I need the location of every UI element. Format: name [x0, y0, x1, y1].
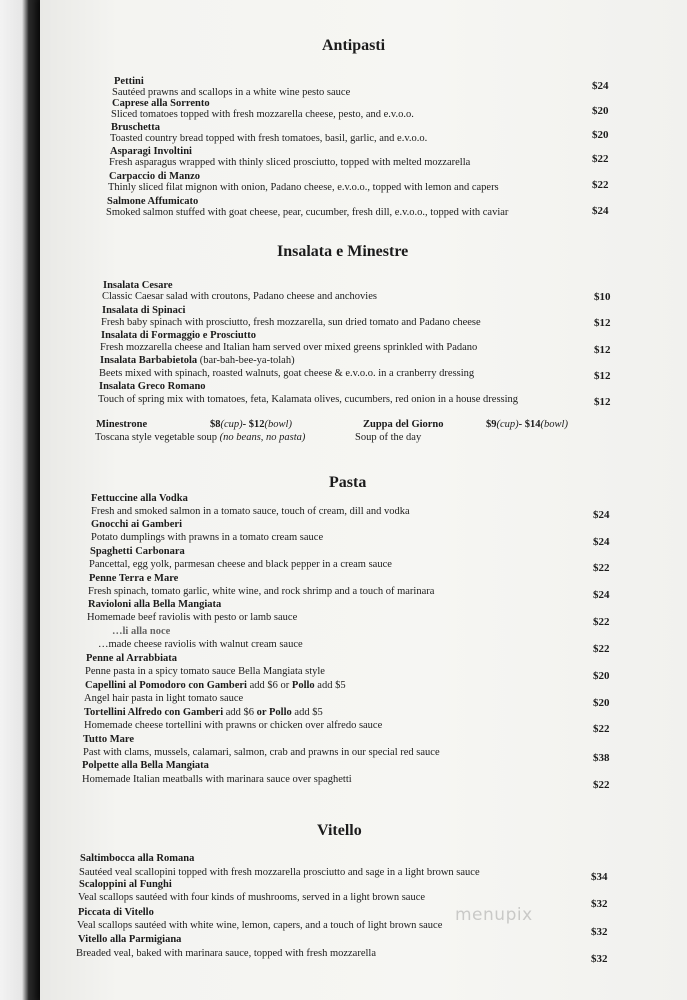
- cup-label: (cup): [496, 419, 519, 430]
- soup-desc-text: Toscana style vegetable soup: [95, 432, 220, 443]
- item-description: Homemade beef raviolis with pesto or lamb sauce: [87, 612, 298, 623]
- item-price: $22: [593, 643, 610, 655]
- item-price: $24: [592, 80, 609, 92]
- soup-description-minestrone: [95, 432, 305, 443]
- price-sep: -: [518, 419, 525, 430]
- price-cup: $8: [210, 419, 221, 430]
- item-description: Smoked salmon stuffed with goat cheese, pear, cucumber, fresh dill, e.v.o.o., topped with caviar: [106, 207, 509, 218]
- item-price: $12: [594, 317, 611, 329]
- item-name: Asparagi Involtini: [110, 146, 192, 157]
- item-name: Ravioloni alla Bella Mangiata: [88, 599, 222, 610]
- addon-text: add $6: [223, 707, 257, 718]
- item-price: $20: [593, 697, 610, 709]
- item-name: Caprese alla Sorrento: [112, 98, 210, 109]
- item-name-text: Capellini al Pomodoro con Gamberi: [85, 680, 247, 691]
- item-name: Penne al Arrabbiata: [86, 653, 177, 664]
- item-description: Homemade cheese tortellini with prawns or chicken over alfredo sauce: [84, 720, 383, 731]
- item-price: $12: [594, 370, 611, 382]
- item-name: [84, 707, 323, 718]
- item-description: Fresh asparagus wrapped with thinly sliced prosciutto, topped with melted mozzarella: [109, 157, 471, 168]
- bowl-label: (bowl): [264, 419, 292, 430]
- item-name: Fettuccine alla Vodka: [91, 493, 188, 504]
- pronunciation-note: (bar-bah-bee-ya-tolah): [199, 355, 295, 366]
- item-price: $22: [592, 179, 609, 191]
- item-price: $24: [592, 205, 609, 217]
- item-price: $38: [593, 752, 610, 764]
- item-name: Polpette alla Bella Mangiata: [82, 760, 209, 771]
- item-name: Insalata Cesare: [103, 280, 173, 291]
- item-description: Fresh spinach, tomato garlic, white wine, and rock shrimp and a touch of marinara: [88, 586, 435, 597]
- item-description: …made cheese raviolis with walnut cream sauce: [98, 639, 303, 650]
- item-name: Bruschetta: [111, 122, 160, 133]
- item-name: Piccata di Vitello: [78, 907, 154, 918]
- soup-price-zuppa: [486, 419, 568, 430]
- item-name-text: Tortellini Alfredo con Gamberi: [84, 707, 224, 718]
- item-description: Fresh baby spinach with prosciutto, fresh mozzarella, sun dried tomato and Padano cheese: [101, 317, 481, 328]
- item-name: [100, 355, 295, 366]
- item-price: $22: [593, 779, 610, 791]
- item-price: $24: [593, 509, 610, 521]
- item-name: Vitello alla Parmigiana: [78, 934, 182, 945]
- item-name: Saltimbocca alla Romana: [80, 853, 195, 864]
- item-name: Insalata Greco Romano: [99, 381, 206, 392]
- item-price: $22: [593, 723, 610, 735]
- price-cup: $9: [486, 419, 497, 430]
- item-name: Insalata di Formaggio e Prosciutto: [101, 330, 256, 341]
- item-description: Past with clams, mussels, calamari, salmon, crab and prawns in our special red sauce: [83, 747, 440, 758]
- item-price: $32: [591, 926, 608, 938]
- item-name: Penne Terra e Mare: [89, 573, 179, 584]
- soup-name-minestrone: Minestrone: [96, 419, 148, 430]
- item-price: $32: [591, 898, 608, 910]
- addon-text: add $5: [291, 707, 323, 718]
- soup-name-zuppa: Zuppa del Giorno: [363, 419, 444, 430]
- item-description: Homemade Italian meatballs with marinara sauce over spaghetti: [82, 774, 352, 785]
- section-title-vitello: Vitello: [317, 822, 362, 839]
- section-title-pasta: Pasta: [329, 474, 367, 491]
- item-name-alt: or Pollo: [256, 707, 292, 718]
- soup-desc-note: (no beans, no pasta): [219, 432, 306, 443]
- item-price: $22: [593, 562, 610, 574]
- bowl-label: (bowl): [540, 419, 568, 430]
- item-price: $10: [594, 291, 611, 303]
- item-name: Salmone Affumicato: [107, 196, 199, 207]
- addon-text: add $5: [314, 680, 346, 691]
- price-bowl: $12: [248, 419, 265, 430]
- item-description: Pancettal, egg yolk, parmesan cheese and black pepper in a cream sauce: [89, 559, 392, 570]
- item-description: Angel hair pasta in light tomato sauce: [84, 693, 244, 704]
- menu-page: [40, 0, 687, 1000]
- item-description: Sliced tomatoes topped with fresh mozzarella cheese, pesto, and e.v.o.o.: [111, 109, 414, 120]
- item-description: Beets mixed with spinach, roasted walnuts, goat cheese & e.v.o.o. in a cranberry dressing: [99, 368, 475, 379]
- item-description: Potato dumplings with prawns in a tomato cream sauce: [91, 532, 324, 543]
- menupix-watermark: menupix: [455, 905, 533, 925]
- item-name-alt: Pollo: [291, 680, 315, 691]
- item-description: Thinly sliced filat mignon with onion, Padano cheese, e.v.o.o., topped with lemon and capers: [108, 182, 499, 193]
- cup-label: (cup): [220, 419, 243, 430]
- item-price: $24: [593, 589, 610, 601]
- item-description: Sautéed prawns and scallops in a white wine pesto sauce: [112, 87, 351, 98]
- item-name: Pettini: [114, 76, 144, 87]
- item-name: …li alla noce: [112, 626, 171, 637]
- item-price: $12: [594, 344, 611, 356]
- section-title-insalata: Insalata e Minestre: [277, 243, 409, 260]
- price-sep: -: [242, 419, 249, 430]
- item-name: Carpaccio di Manzo: [109, 171, 200, 182]
- item-description: Classic Caesar salad with croutons, Padano cheese and anchovies: [102, 291, 377, 302]
- item-price: $32: [591, 953, 608, 965]
- item-description: Penne pasta in a spicy tomato sauce Bella Mangiata style: [85, 666, 325, 677]
- item-name: [85, 680, 346, 691]
- soup-price-minestrone: [210, 419, 292, 430]
- item-name: Tutto Mare: [83, 734, 135, 745]
- item-description: Sautéed veal scallopini topped with fresh mozzarella prosciutto and sage in a light brown sauce: [79, 867, 480, 878]
- item-price: $20: [592, 105, 609, 117]
- item-price: $24: [593, 536, 610, 548]
- item-description: Touch of spring mix with tomatoes, feta, Kalamata olives, cucumbers, red onion in a house dressing: [98, 394, 519, 405]
- menu-binder-edge: [0, 0, 40, 1000]
- item-price: $20: [592, 129, 609, 141]
- addon-text: add $6 or: [246, 680, 292, 691]
- item-price: $22: [593, 616, 610, 628]
- item-price: $34: [591, 871, 608, 883]
- item-description: Breaded veal, baked with marinara sauce, topped with fresh mozzarella: [76, 948, 376, 959]
- item-price: $12: [594, 396, 611, 408]
- item-description: Fresh and smoked salmon in a tomato sauce, touch of cream, dill and vodka: [91, 506, 410, 517]
- item-price: $20: [593, 670, 610, 682]
- item-name-text: Insalata Barbabietola: [100, 355, 198, 366]
- item-name: Gnocchi ai Gamberi: [91, 519, 182, 530]
- item-description: Toasted country bread topped with fresh tomatoes, basil, garlic, and e.v.o.o.: [110, 133, 428, 144]
- section-title-antipasti: Antipasti: [322, 37, 386, 54]
- item-name: Scaloppini al Funghi: [79, 879, 172, 890]
- item-name: Spaghetti Carbonara: [90, 546, 185, 557]
- item-description: Veal scallops sautéed with four kinds of mushrooms, served in a light brown sauce: [78, 892, 426, 903]
- price-bowl: $14: [524, 419, 541, 430]
- item-price: $22: [592, 153, 609, 165]
- item-description: Veal scallops sautéed with white wine, lemon, capers, and a touch of light brown sauce: [77, 920, 443, 931]
- item-name: Insalata di Spinaci: [102, 305, 186, 316]
- item-description: Fresh mozzarella cheese and Italian ham served over mixed greens sprinkled with Padano: [100, 342, 478, 353]
- soup-description-zuppa: Soup of the day: [355, 432, 422, 443]
